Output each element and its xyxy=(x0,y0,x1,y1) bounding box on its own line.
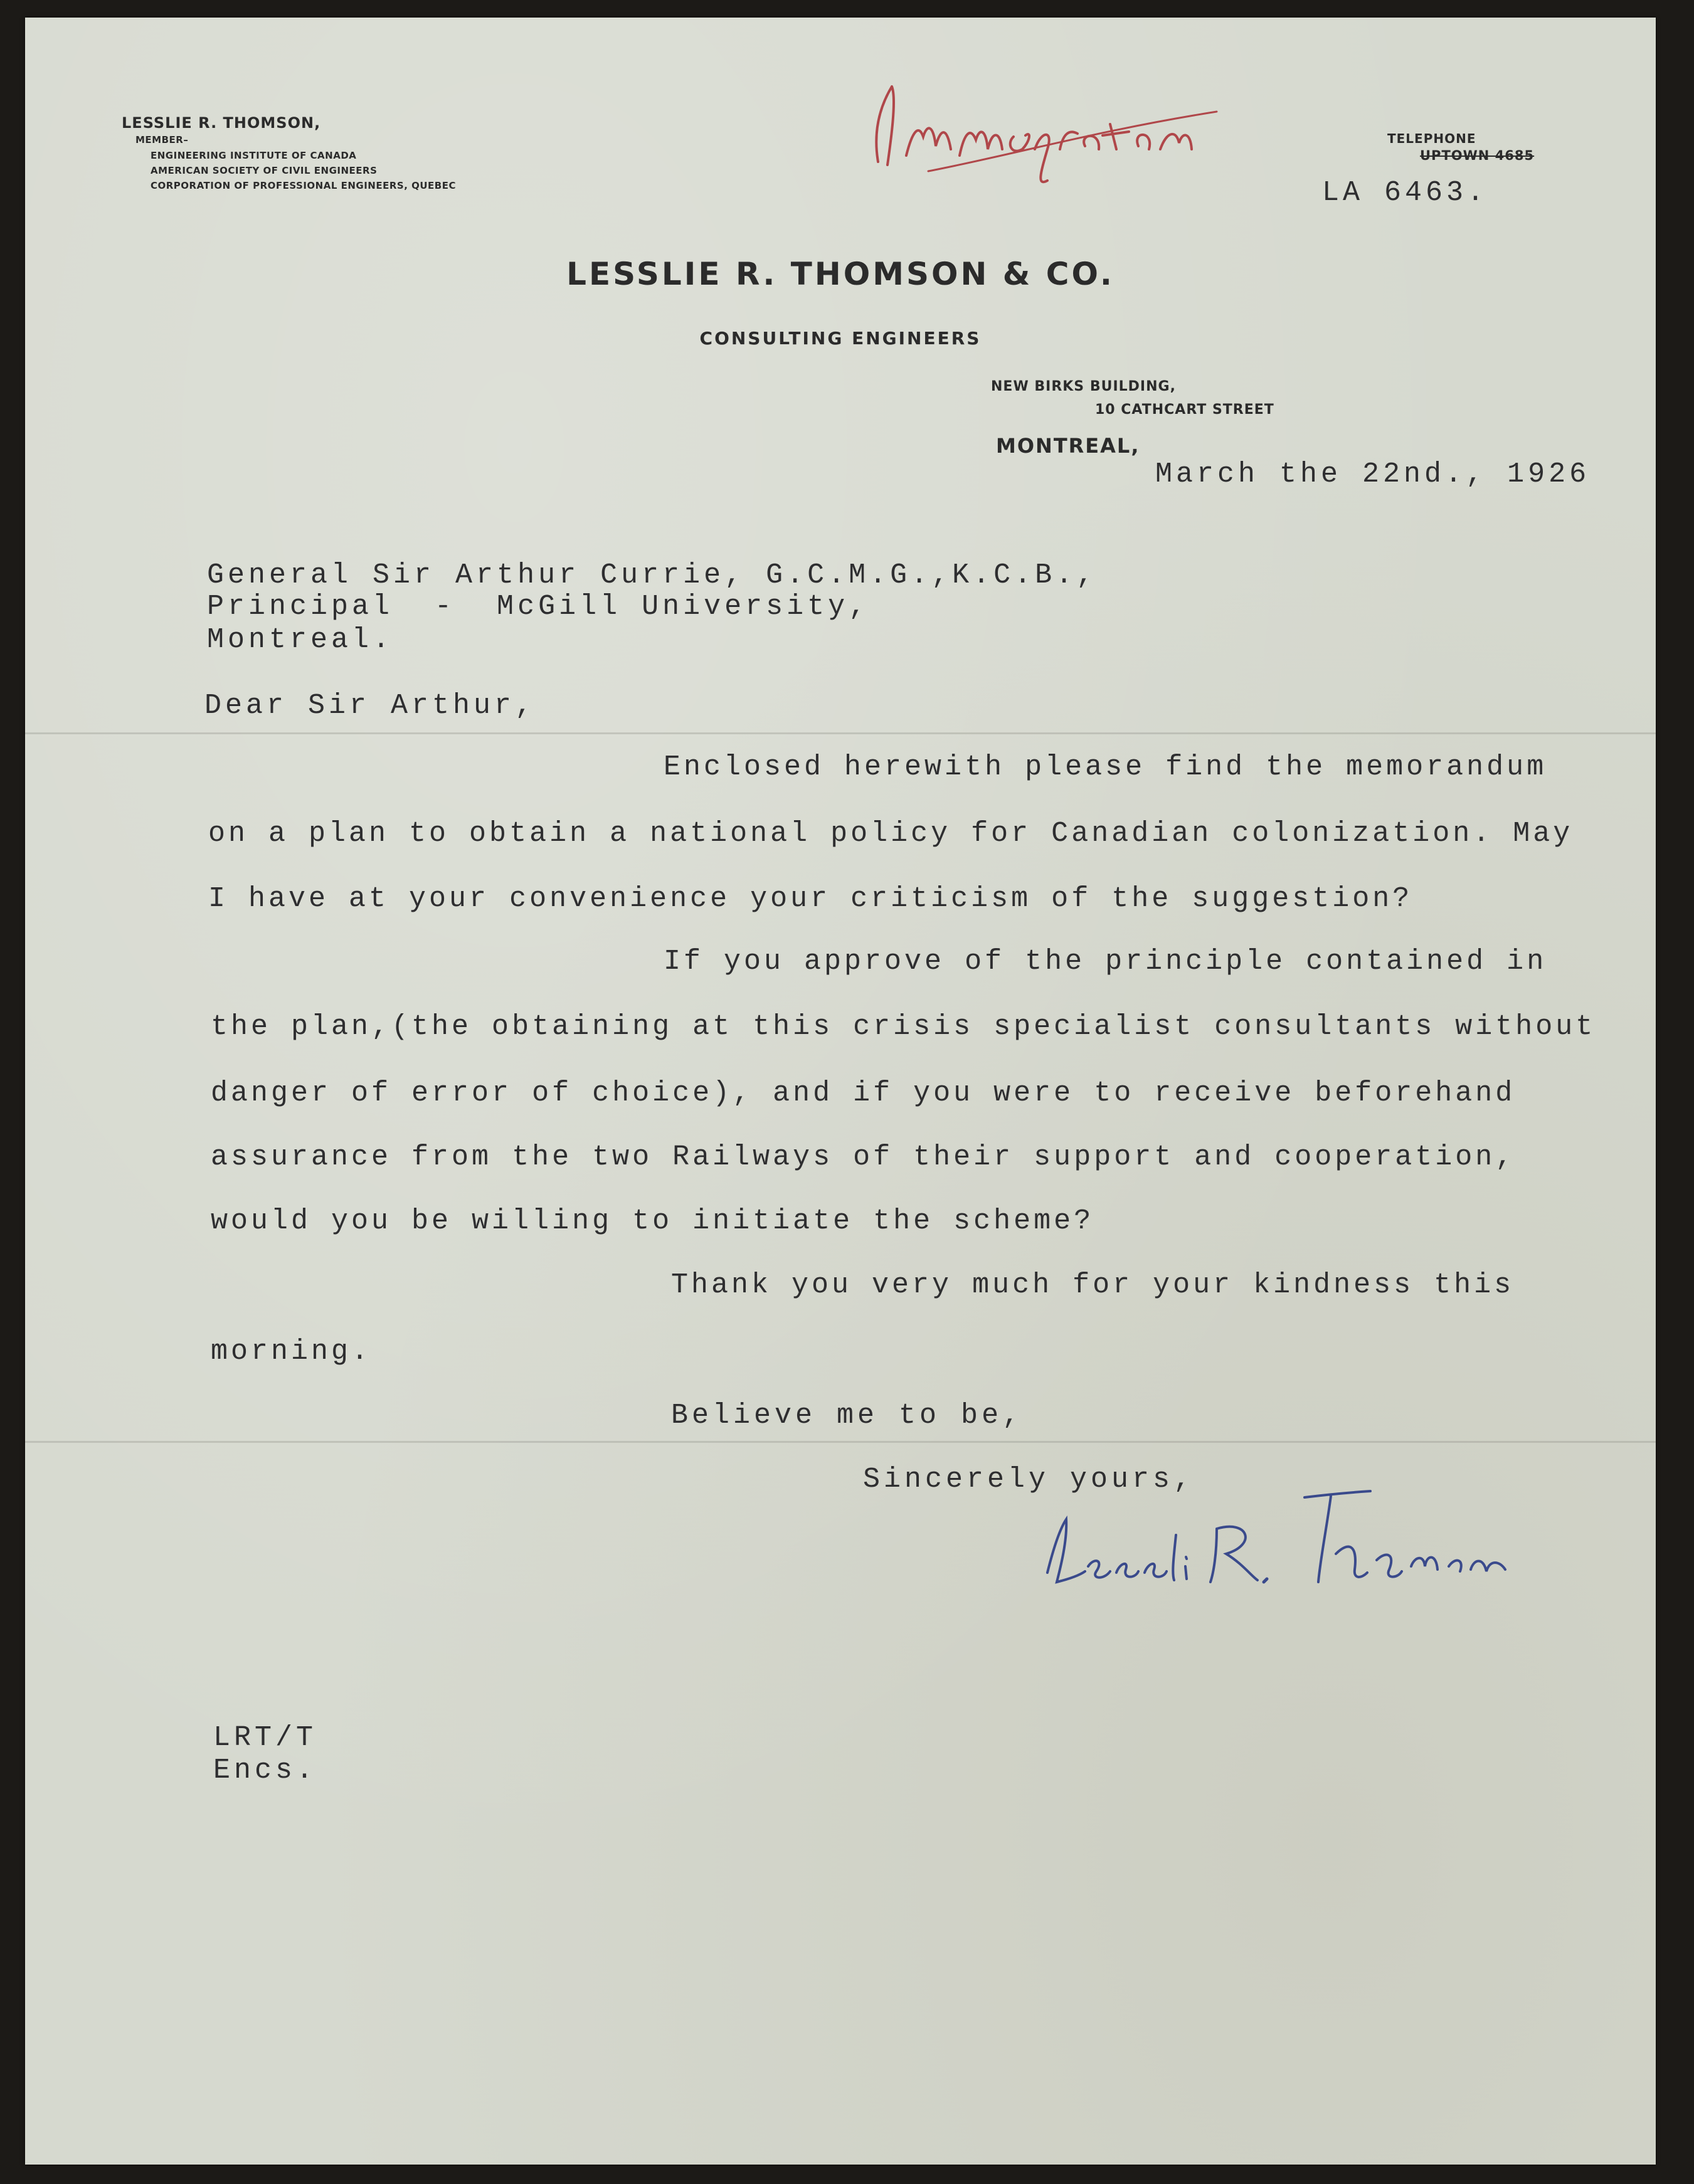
letterhead-person-name: LESSLIE R. THOMSON, xyxy=(122,114,321,132)
body-line: on a plan to obtain a national policy for Canadian colonization. May xyxy=(208,818,1574,850)
telephone-old-number: UPTOWN 4685 xyxy=(1420,148,1535,163)
handwritten-annotation xyxy=(853,61,1242,193)
membership-item: ENGINEERING INSTITUTE OF CANADA xyxy=(151,150,357,161)
reference-initials: LRT/T xyxy=(213,1722,317,1754)
body-line: Enclosed herewith please find the memorandum xyxy=(664,751,1547,783)
letter-page xyxy=(25,18,1656,2165)
body-line: would you be willing to initiate the scheme? xyxy=(211,1205,1094,1237)
body-line: danger of error of choice), and if you were to receive beforehand xyxy=(211,1077,1516,1109)
fold-crease xyxy=(25,732,1656,734)
address-city: MONTREAL, xyxy=(996,434,1140,458)
letterhead-member-label: MEMBER– xyxy=(135,134,189,145)
body-line: If you approve of the principle contained in xyxy=(664,946,1547,978)
address-line-1: NEW BIRKS BUILDING, xyxy=(991,379,1176,394)
valediction: Sincerely yours, xyxy=(863,1464,1195,1496)
body-line: I have at your convenience your criticism of the suggestion? xyxy=(208,883,1413,915)
telephone-new-number: LA 6463. xyxy=(1322,177,1488,209)
recipient-line: Montreal. xyxy=(207,624,394,656)
enclosures-note: Encs. xyxy=(213,1754,317,1786)
body-line: assurance from the two Railways of their support and cooperation, xyxy=(211,1141,1516,1173)
recipient-line: Principal - McGill University, xyxy=(207,591,870,623)
salutation: Dear Sir Arthur, xyxy=(204,690,536,722)
fold-crease xyxy=(25,1441,1656,1443)
company-name: LESSLIE R. THOMSON & CO. xyxy=(566,256,1114,292)
telephone-label: TELEPHONE xyxy=(1387,131,1476,146)
letter-date: March the 22nd., 1926 xyxy=(1155,458,1591,490)
body-line: morning. xyxy=(211,1336,372,1368)
membership-item: CORPORATION OF PROFESSIONAL ENGINEERS, QUEBEC xyxy=(151,180,456,191)
body-line: Thank you very much for your kindness this xyxy=(671,1269,1515,1301)
membership-item: AMERICAN SOCIETY OF CIVIL ENGINEERS xyxy=(151,165,378,176)
handwritten-signature xyxy=(1010,1460,1524,1623)
closing: Believe me to be, xyxy=(671,1400,1024,1432)
address-line-2: 10 CATHCART STREET xyxy=(1095,402,1274,418)
letterhead-memberships xyxy=(151,148,456,193)
recipient-line: General Sir Arthur Currie, G.C.M.G.,K.C.B., xyxy=(207,559,1098,591)
company-tagline: CONSULTING ENGINEERS xyxy=(699,328,982,349)
body-line: the plan,(the obtaining at this crisis specialist consultants without xyxy=(211,1011,1596,1043)
